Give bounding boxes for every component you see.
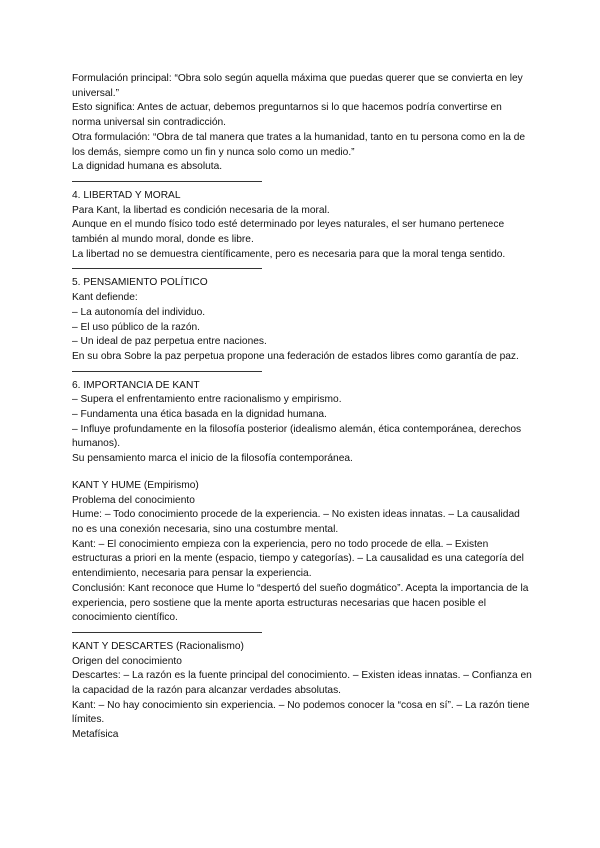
spacer [72,467,532,479]
section-divider [72,632,262,633]
section-4-paragraph-3: La libertad no se demuestra científicamente, pero es necesaria para que la moral tenga sentido. [72,248,506,260]
hume-section-subtitle: Problema del conocimiento [72,494,195,506]
list-item: – La autonomía del individuo. [72,306,206,318]
principal-formulation: Formulación principal: “Obra solo según aquella máxima que puedas querer que se convierta en ley universal.” [72,73,523,99]
section-6-title: 6. IMPORTANCIA DE KANT [72,379,200,391]
document-page [72,72,532,743]
list-item: – Fundamenta una ética basada en la dignidad humana. [72,409,327,421]
next-topic-heading: Metafísica [72,729,119,741]
descartes-section-subtitle: Origen del conocimiento [72,655,182,667]
section-4-title: 4. LIBERTAD Y MORAL [72,189,181,201]
section-divider [72,371,262,372]
list-item: – Influye profundamente en la filosofía posterior (idealismo alemán, ética contemporánea, derechos humanos). [72,423,522,450]
hume-section-title: KANT Y HUME (Empirismo) [72,479,199,491]
descartes-position: Descartes: – La razón es la fuente principal del conocimiento. – Existen ideas innatas. – Confianza en la capacidad de la razón para alcanzar verdades absolutas. [72,670,532,697]
kant-position-vs-hume: Kant: – El conocimiento empieza con la experiencia, pero no todo procede de ella. – Existen estructuras a priori en la mente (espacio, tiempo y categorías). – La causalidad es una categoría del entendimiento, necesaria para pensar la experiencia. [72,538,524,580]
dignity-statement: La dignidad humana es absoluta. [72,161,223,173]
section-5-title: 5. PENSAMIENTO POLÍTICO [72,277,208,289]
list-item: – Un ideal de paz perpetua entre naciones. [72,336,267,348]
hume-position: Hume: – Todo conocimiento procede de la experiencia. – No existen ideas innatas. – La causalidad no es una conexión necesaria, sino una costumbre mental. [72,509,520,535]
list-item: – Supera el enfrentamiento entre racionalismo y empirismo. [72,394,342,406]
kant-position-vs-descartes: Kant: – No hay conocimiento sin experiencia. – No podemos conocer la “cosa en sí”. – La razón tiene límites. [72,699,530,726]
section-divider [72,181,262,182]
section-6-closing: Su pensamiento marca el inicio de la filosofía contemporánea. [72,453,353,465]
section-5-intro: Kant defiende: [72,292,138,304]
other-formulation: Otra formulación: “Obra de tal manera que trates a la humanidad, tanto en tu persona como en la de los demás, siempre como un fin y nunca solo como un medio.” [72,131,526,158]
section-divider [72,268,262,269]
list-item: – El uso público de la razón. [72,321,200,333]
formulation-meaning: Esto significa: Antes de actuar, debemos preguntarnos si lo que hacemos podría convertirse en norma universal sin contradicción. [72,102,502,129]
hume-conclusion: Conclusión: Kant reconoce que Hume lo “despertó del sueño dogmático”. Acepta la importancia de la experiencia, pero sostiene que la mente aporta estructuras necesarias que hacen posible el conocimiento científico. [72,582,529,624]
section-4-paragraph-2: Aunque en el mundo físico todo esté determinado por leyes naturales, el ser humano pertenece también al mundo moral, donde es libre. [72,219,505,246]
section-5-closing: En su obra Sobre la paz perpetua propone una federación de estados libres como garantía de paz. [72,350,519,362]
section-4-paragraph-1: Para Kant, la libertad es condición necesaria de la moral. [72,204,330,216]
descartes-section-title: KANT Y DESCARTES (Racionalismo) [72,640,244,652]
